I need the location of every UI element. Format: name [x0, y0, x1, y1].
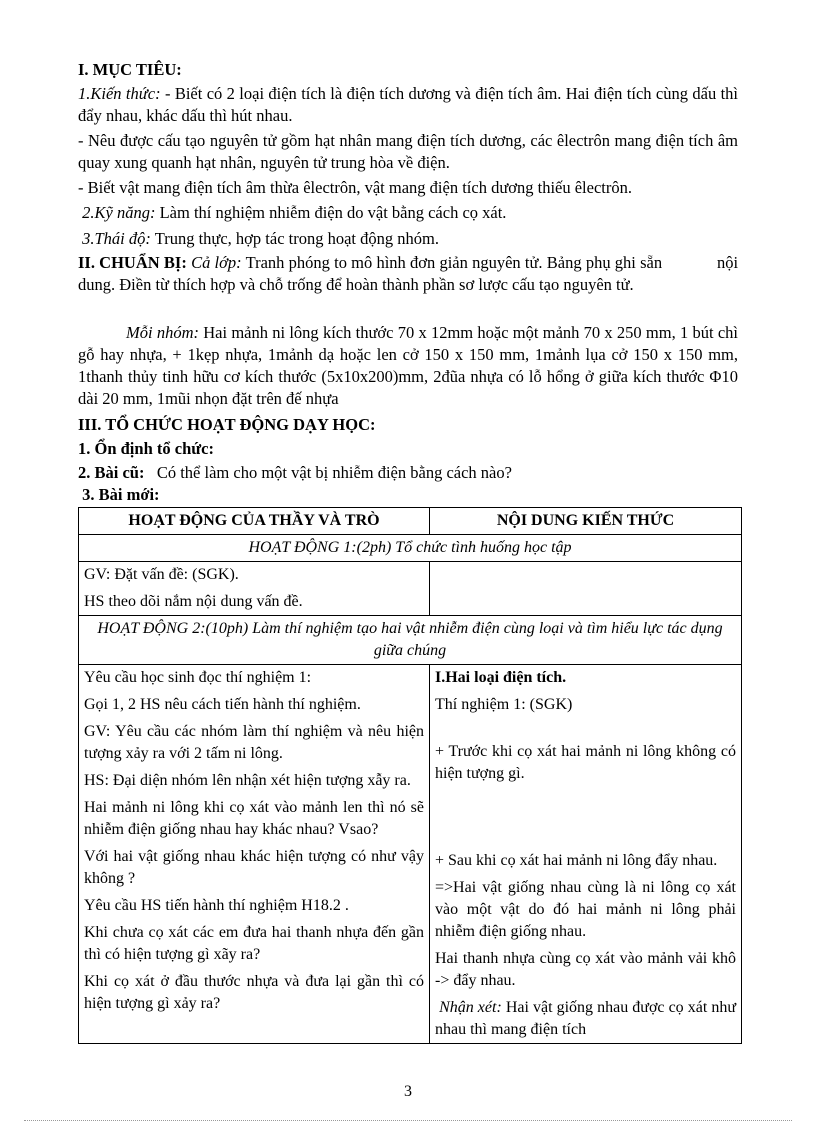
knowledge-paragraph	[78, 83, 738, 127]
activity-2-content-row	[79, 665, 742, 1044]
preparation-paragraph	[78, 252, 743, 296]
attitude-text: Trung thực, hợp tác trong hoạt động nhóm.	[150, 229, 439, 248]
page-number: 3	[404, 1083, 412, 1100]
col1-header: HOẠT ĐỘNG CỦA THẦY VÀ TRÒ	[79, 508, 430, 535]
activity-2-left-line: HS: Đại diện nhóm lên nhận xét hiện tượng xẫy ra.	[84, 772, 411, 789]
remark-label: Nhận xét:	[439, 999, 502, 1016]
col2-header: NỘI DUNG KIẾN THỨC	[430, 508, 742, 535]
knowledge-text: - Biết có 2 loại điện tích là điện tích dương và điện tích âm. Hai điện tích cùng dấu thì đẩy nhau, khác dấu thì hút nhau.	[78, 84, 738, 125]
table-header-row	[79, 508, 742, 535]
activity-2-left	[79, 665, 430, 1044]
attitude-paragraph	[78, 228, 738, 250]
activity-2-right-line: + Sau khi cọ xát hai mảnh ni lông đẩy nhau.	[435, 852, 718, 869]
remark	[435, 997, 736, 1041]
skill-text: Làm thí nghiệm nhiễm điện do vật bằng cách cọ xát.	[155, 203, 507, 222]
activity-1-left-line: GV: Đặt vấn đề: (SGK).	[84, 566, 239, 583]
activity-1-right	[430, 562, 742, 616]
group-text: Hai mảnh ni lông kích thước 70 x 12mm hoặc một mảnh 70 x 250 mm, 1 bút chì gỗ hay nhựa, + 1kẹp nhựa, 1mảnh dạ hoặc len cở 150 x 150 mm, 1mảnh lụa cở 150 x 150 mm, 1thanh thủy tinh hữu cơ kích thước (5x10x200)mm, 2đũa nhựa có lỗ hổng ở giữa kích thước Φ10 dài 20 mm, 1mũi nhọn đặt trên đế nhựa	[78, 323, 738, 408]
class-label: Cả lớp:	[191, 253, 242, 272]
activity-2-left-line: Với hai vật giống nhau khác hiện tượng có như vậy không ?	[84, 848, 424, 887]
remark-text: Hai vật giống nhau được cọ xát như nhau thì mang điện tích	[435, 999, 737, 1038]
group-label: Mỗi nhóm:	[126, 323, 199, 342]
activity-2-row	[79, 616, 742, 665]
step-2-label: 2. Bài cũ:	[78, 463, 145, 482]
step-1: 1. Ổn định tổ chức:	[78, 439, 214, 458]
activity-2-right-line: Thí nghiệm 1: (SGK)	[435, 696, 573, 713]
step-2-text: Có thể làm cho một vật bị nhiễm điện bằng cách nào?	[144, 463, 512, 482]
activity-1-title: HOẠT ĐỘNG 1:(2ph) Tổ chức tình huống học tập	[79, 535, 742, 562]
activity-1-row	[79, 535, 742, 562]
activity-1-left	[79, 562, 430, 616]
activity-2-left-line: Khi chưa cọ xát các em đưa hai thanh nhựa đến gần thì có hiện tượng gì xãy ra?	[84, 924, 424, 963]
activity-2-left-line: Khi cọ xát ở đầu thước nhựa và đưa lại gần thì có hiện tượng gì xảy ra?	[84, 973, 424, 1012]
section-title: I.Hai loại điện tích.	[435, 669, 567, 686]
group-paragraph	[78, 322, 738, 410]
activity-2-left-line: Hai mảnh ni lông khi cọ xát vào mảnh len thì nó sẽ nhiễm điện giống nhau hay khác nhau? Vsao?	[84, 799, 424, 838]
activity-1-content-row	[79, 562, 742, 616]
lesson-table	[78, 507, 742, 1044]
skill-label: 2.Kỹ năng:	[82, 203, 156, 222]
step-3: 3. Bài mới:	[78, 485, 160, 504]
knowledge-label: 1.Kiến thức:	[78, 84, 161, 103]
activity-2-left-line: Yêu cầu học sinh đọc thí nghiệm 1:	[84, 669, 312, 686]
objective-point-2: - Nêu được cấu tạo nguyên tử gồm hạt nhân mang điện tích dương, các êlectrôn mang điện tích âm quay xung quanh hạt nhân, nguyên tử trung hòa về điện.	[78, 131, 738, 172]
skill-paragraph	[78, 202, 738, 224]
activity-1-left-line: HS theo dõi nắm nội dung vấn đề.	[84, 593, 303, 610]
activity-2-left-line: GV: Yêu cầu các nhóm làm thí nghiệm và nêu hiện tượng xảy ra với 2 tấm ni lông.	[84, 723, 424, 762]
activity-2-right-line: Hai thanh nhựa cùng cọ xát vào mảnh vải khô -> đẩy nhau.	[435, 950, 736, 989]
organization-heading: III. TỔ CHỨC HOẠT ĐỘNG DẠY HỌC:	[78, 415, 376, 434]
objectives-heading: I. MỤC TIÊU:	[78, 60, 182, 79]
attitude-label: 3.Thái độ:	[82, 229, 151, 248]
preparation-heading: II. CHUẨN BỊ:	[78, 253, 187, 272]
objective-point-3: - Biết vật mang điện tích âm thừa êlectrôn, vật mang điện tích dương thiếu êlectrôn.	[78, 178, 632, 197]
activity-2-right-line: =>Hai vật giống nhau cùng là ni lông cọ xát vào một vật do đó hai mảnh ni lông phải nhiễm điện giống nhau.	[435, 879, 736, 940]
class-text: Tranh phóng to mô hình đơn giản nguyên tử. Bảng phụ ghi sẵn nội dung. Điền từ thích hợp và chỗ trống để hoàn thành phần sơ lược cấu tạo nguyên tử.	[78, 253, 743, 294]
activity-2-title: HOẠT ĐỘNG 2:(10ph) Làm thí nghiệm tạo hai vật nhiễm điện cùng loại và tìm hiểu lực tác dụng giữa chúng	[79, 616, 742, 665]
activity-2-right-line: + Trước khi cọ xát hai mảnh ni lông không có hiện tượng gì.	[435, 743, 736, 782]
activity-2-right	[430, 665, 742, 1044]
activity-2-left-line: Yêu cầu HS tiến hành thí nghiệm H18.2 .	[84, 897, 349, 914]
activity-2-left-line: Gọi 1, 2 HS nêu cách tiến hành thí nghiệm.	[84, 696, 361, 713]
step-2	[78, 462, 738, 484]
footer-divider	[24, 1120, 792, 1121]
